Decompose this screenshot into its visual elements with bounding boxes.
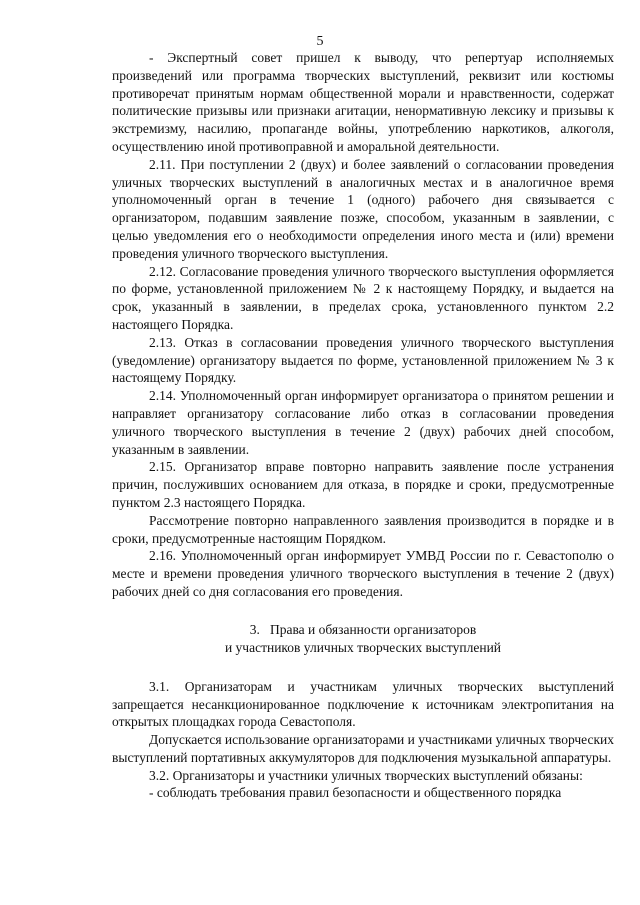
section-heading-line-1: 3. Права и обязанности организаторов: [249, 621, 477, 637]
paragraph-portable-batteries: Допускается использование организаторами и участниками уличных творческих выступлений портативных аккумуляторов для подключения музыкальной аппаратуры.: [112, 732, 614, 765]
paragraph-2-15: 2.15. Организатор вправе повторно направить заявление после устранения причин, послуживших основанием для отказа, в порядке и сроки, предусмотренные пунктом 2.3 настоящего Порядка.: [112, 459, 614, 510]
paragraph-expert-council: - Экспертный совет пришел к выводу, что репертуар исполняемых произведений или программа творческих выступлений, реквизит или костюмы противоречат принятым нормам общественной морали и нравственности, содержат политические призывы или признаки агитации, ненормативную лексику и призывы к экстремизму, насилию, пропаганде войны, употреблению наркотиков, алкоголя, осуществлению иной противоправной и аморальной деятельности.: [112, 50, 614, 154]
page-number: 5: [316, 34, 324, 49]
paragraph-safety-requirements: - соблюдать требования правил безопасности и общественного порядка: [149, 785, 562, 801]
document-body: [112, 49, 614, 802]
paragraph-3-1: 3.1. Организаторам и участникам уличных творческих выступлений запрещается несанкционированное подключение к источникам электропитания на открытых площадках города Севастополя.: [112, 678, 614, 730]
paragraph-2-14: 2.14. Уполномоченный орган информирует организатора о принятом решении и направляет организатору согласование либо отказ в согласовании проведения уличного творческого выступления в течение 2 (двух) рабочих дней способом, указанным в заявлении.: [112, 388, 614, 457]
paragraph-2-11: 2.11. При поступлении 2 (двух) и более заявлений о согласовании проведения уличных творческих выступлений в аналогичных местах и в аналогичное время уполномоченный орган в течение 1 (одного) рабочего дня связывается с организатором, подавшим заявление позже, способом, указанным в заявлении, с целью уведомления его о необходимости определения иного места и (или) времени проведения уличного творческого выступления.: [112, 156, 614, 261]
paragraph-2-13: 2.13. Отказ в согласовании проведения уличного творческого выступления (уведомление) организатору выдается по форме, установленной приложением № 3 к настоящему Порядку.: [112, 334, 614, 386]
section-heading-line-2: и участников уличных творческих выступлений: [224, 639, 502, 655]
paragraph-2-16: 2.16. Уполномоченный орган информирует УМВД России по г. Севастополю о месте и времени проведения уличного творческого выступления в течение 2 (двух) рабочих дней со дня согласования его проведения.: [112, 548, 614, 599]
paragraph-2-12: 2.12. Согласование проведения уличного творческого выступления оформляется по форме, установленной приложением № 2 к настоящему Порядку, и выдается на срок, указанный в заявлении, в пределах срока, установленного пунктом 2.2 настоящего Порядка.: [112, 263, 614, 332]
paragraph-3-2: 3.2. Организаторы и участники уличных творческих выступлений обязаны:: [149, 767, 583, 783]
section-heading: [112, 621, 614, 657]
paragraph-repeat-application: Рассмотрение повторно направленного заявления производится в порядке и в сроки, предусмотренные настоящим Порядком.: [112, 512, 614, 546]
